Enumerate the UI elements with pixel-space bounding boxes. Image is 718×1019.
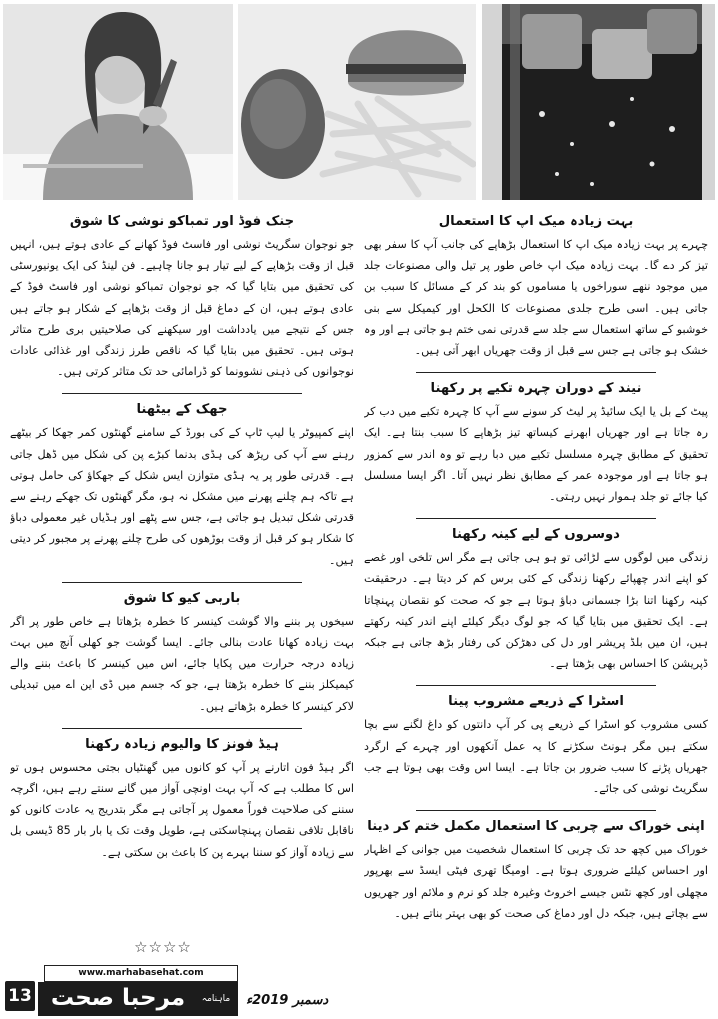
website-link[interactable]: www.marhabasehat.com bbox=[44, 965, 238, 982]
section-divider bbox=[416, 810, 656, 811]
page-number: 13 bbox=[5, 981, 35, 1011]
section-body-makeup: چہرے پر بہت زیادہ میک اپ کا استعمال بڑھاپے کی جانب آپ کا سفر بھی تیز کر دے گا۔ بہت زیادہ میک اپ خاص طور پر تیل والی مصنوعات جلد میں موجود ننھے سوراخوں یا مساموں کو بند کر کے مسائل کا سبب بن جاتی ہیں۔ اسی طرح جلدی مصنوعات کا الکحل اور کیمیکل سے بنی خوشبو کے ساتھ استعمال سے جلد سے قدرتی نمی ختم ہو جاتی ہے اور وہ خشک ہو جاتی ہے جس سے قبل از وقت جھریاں ابھر آتی ہیں۔ bbox=[364, 238, 708, 358]
section-divider bbox=[62, 582, 302, 583]
section-title-headphones: ہیڈ فونز کا والیوم زیادہ رکھنا bbox=[85, 736, 279, 752]
woman-thinking-photo bbox=[3, 4, 233, 200]
end-mark-stars: ☆☆☆☆ bbox=[134, 938, 192, 956]
section-body-grudge: زندگی میں لوگوں سے لڑائی تو ہو ہی جاتی ہے مگر اس تلخی اور غصے کو اپنے اندر چھپائے رکھنا زندگی کے کئی برس کم کر دیتا ہے۔ درحقیقت کینہ رکھنا اتنا بڑا جسمانی دباؤ ہوتا ہے جو کہ صحت کو نقصان پہنچاتا ہے۔ ایک تحقیق میں بتایا گیا کہ جو لوگ دیگر کیلئے اپنے اندر کینہ رکھتے ہیں، ان میں بلڈ پریشر اور دل کی دھڑکن کی رفتار بڑھ جاتی ہے جبکہ ڈپریشن کا احساس بھی بڑھتا ہے۔ bbox=[364, 551, 708, 671]
section-title-grudge: دوسروں کے لیے کینہ رکھنا bbox=[452, 527, 620, 543]
section-body-headphones: اگر ہیڈ فون اتارنے پر آپ کو کانوں میں گھنٹیاں بجتی محسوس ہوں تو اس کا مطلب ہے کہ آپ بہت اونچی آواز میں گانے سنتے رہے ہیں، اگرچہ سننے کی صلاحیت فوراً معمول پر آجاتی ہے مگر بتدریج یہ عادت کانوں کو ناقابل تلافی نقصان پہنچاسکتی ہے، طویل وقت تک یا بار بار 85 ڈیسی بل سے زیادہ آواز کو سننا بہرے پن کا باعث بن سکتی ہے۔ bbox=[10, 760, 354, 859]
section-body-fat: خوراک میں کچھ حد تک چربی کا استعمال شخصیت میں جوانی کے اظہار اور احساس کیلئے ضروری ہوتا ہے۔ اومیگا تھری فیٹی ایسڈ سے بھرپور مچھلی اور کچھ نٹس جیسے اخروٹ وغیرہ جلد کو نرم و ملائم اور جھریوں سے بچاتے ہیں، جبکہ دل اور دماغ کی صحت کو بھی بہتر بناتے ہیں۔ bbox=[364, 843, 708, 920]
section-body-junkfood: جو نوجوان سگریٹ نوشی اور فاسٹ فوڈ کھانے کے عادی ہوتے ہیں، انہیں قبل از وقت بڑھاپے کے لیے تیار ہو جانا چاہیے۔ فن لینڈ کی ایک یونیورسٹی کی تحقیق میں بتایا گیا کہ جو نوجوان تمباکو نوشی اور فاسٹ فوڈ کے عادی ہوتے ہیں، ان کے دماغ قبل از وقت بڑھاپے کے شکار ہو جاتے ہیں جس کے نتیجے میں یادداشت اور سیکھنے کی صلاحیتیں بری طرح متاثر ہوتی ہیں۔ تحقیق میں بتایا گیا کہ ناقص طرز زندگی اور غذائی عادات نوجوانوں کی ذہنی نشوونما کو ڈرامائی حد تک متاثر کرتی ہیں۔ bbox=[10, 238, 354, 379]
section-body-pillow: پیٹ کے بل یا ایک سائیڈ پر لیٹ کر سونے سے آپ کا چہرہ تکیے میں دب کر رہ جاتا ہے اور جھریاں ابھرنے کیساتھ تیز بڑھاپے کا سبب بنتا ہے۔ ایک تحقیق کے مطابق چہرہ مسلسل تکیے میں دبا رہے تو وہ اندر سے کمزور ہو جاتا ہے اور موجودہ عمر کے مطابق نظر نہیں آتا۔ اگر ایسا مسلسل کیا جائے تو جلد ہموار نہیں رہتی۔ bbox=[364, 405, 708, 504]
article-column-left bbox=[10, 206, 354, 958]
section-body-posture: اپنے کمپیوٹر یا لیپ ٹاپ کے کی بورڈ کے سامنے گھنٹوں کمر جھکا کر بیٹھے رہنے سے آپ کی ریڑھ کی ہڈی بدنما کبڑے پن کی شکل میں ڈھل جاتی ہے۔ قدرتی طور پر یہ ہڈی متوازن ایس شکل کے جھکاؤ کی حامل ہوتی ہے تاکہ ہم چلنے پھرنے میں مشکل نہ ہو، مگر گھنٹوں تک جھکے رہنے سے قدرتی شکل تبدیل ہو جاتی ہے، جس سے پٹھے اور ہڈیاں غیر معمولی دباؤ کا شکار ہو کر قبل از وقت بوڑھوں کی طرح چلنے پھرنے پر مجبور کر دیتی ہیں۔ bbox=[10, 426, 354, 567]
section-divider bbox=[416, 518, 656, 519]
issue-date: دسمبر 2019ء bbox=[246, 993, 329, 1008]
magazine-tagline: ماہنامہ bbox=[201, 994, 231, 1004]
section-title-pillow: نیند کے دوران چہرہ تکیے پر رکھنا bbox=[430, 381, 642, 397]
section-body-straw: کسی مشروب کو اسٹرا کے ذریعے پی کر آپ دانتوں کو داغ لگنے سے بچا سکتے ہیں مگر ہونٹ سکڑنے کا یہ عمل آنکھوں اور چہرے کے ارگرد جھریاں پڑنے کا سبب ضرور بن جاتا ہے۔ ایسا اس وقت بھی ہوتا ہے جب سگریٹ نوشی کی جائے۔ bbox=[364, 718, 708, 796]
section-divider bbox=[416, 685, 656, 686]
article-column-right bbox=[364, 206, 708, 936]
section-title-fat: اپنی خوراک سے چربی کا استعمال مکمل ختم کر دینا bbox=[367, 819, 705, 835]
section-divider bbox=[416, 372, 656, 373]
soft-drink-photo bbox=[482, 4, 715, 200]
section-title-makeup: بہت زیادہ میک اپ کا استعمال bbox=[438, 214, 634, 229]
junk-food-photo bbox=[238, 4, 476, 200]
section-title-posture: جھک کے بیٹھنا bbox=[136, 402, 228, 418]
page-footer bbox=[0, 962, 718, 1019]
magazine-logo: مرحبا صحت bbox=[50, 985, 186, 1011]
section-title-straw: اسٹرا کے ذریعے مشروب پینا bbox=[448, 694, 624, 710]
section-title-barbecue: باربی کیو کا شوق bbox=[123, 590, 241, 606]
section-divider bbox=[62, 728, 302, 729]
section-divider bbox=[62, 393, 302, 394]
section-body-barbecue: سیخوں پر بننے والا گوشت کینسر کا خطرہ بڑھاتا ہے خاص طور پر اگر بہت زیادہ کھانا عادت بنالی جائے۔ ایسا گوشت جو کھلی آنچ میں بہت زیادہ درجہ حرارت میں پکایا جائے، اس میں کینسر کا باعث بننے والے کیمیکلز بننے کا خطرہ بڑھتا ہے، جو کہ جسم میں ڈی این اے میں تبدیلی لاکر کینسر کا خطرہ بڑھاتے ہیں۔ bbox=[10, 614, 354, 713]
section-title-junkfood: جنک فوڈ اور تمباکو نوشی کا شوق bbox=[69, 214, 295, 229]
